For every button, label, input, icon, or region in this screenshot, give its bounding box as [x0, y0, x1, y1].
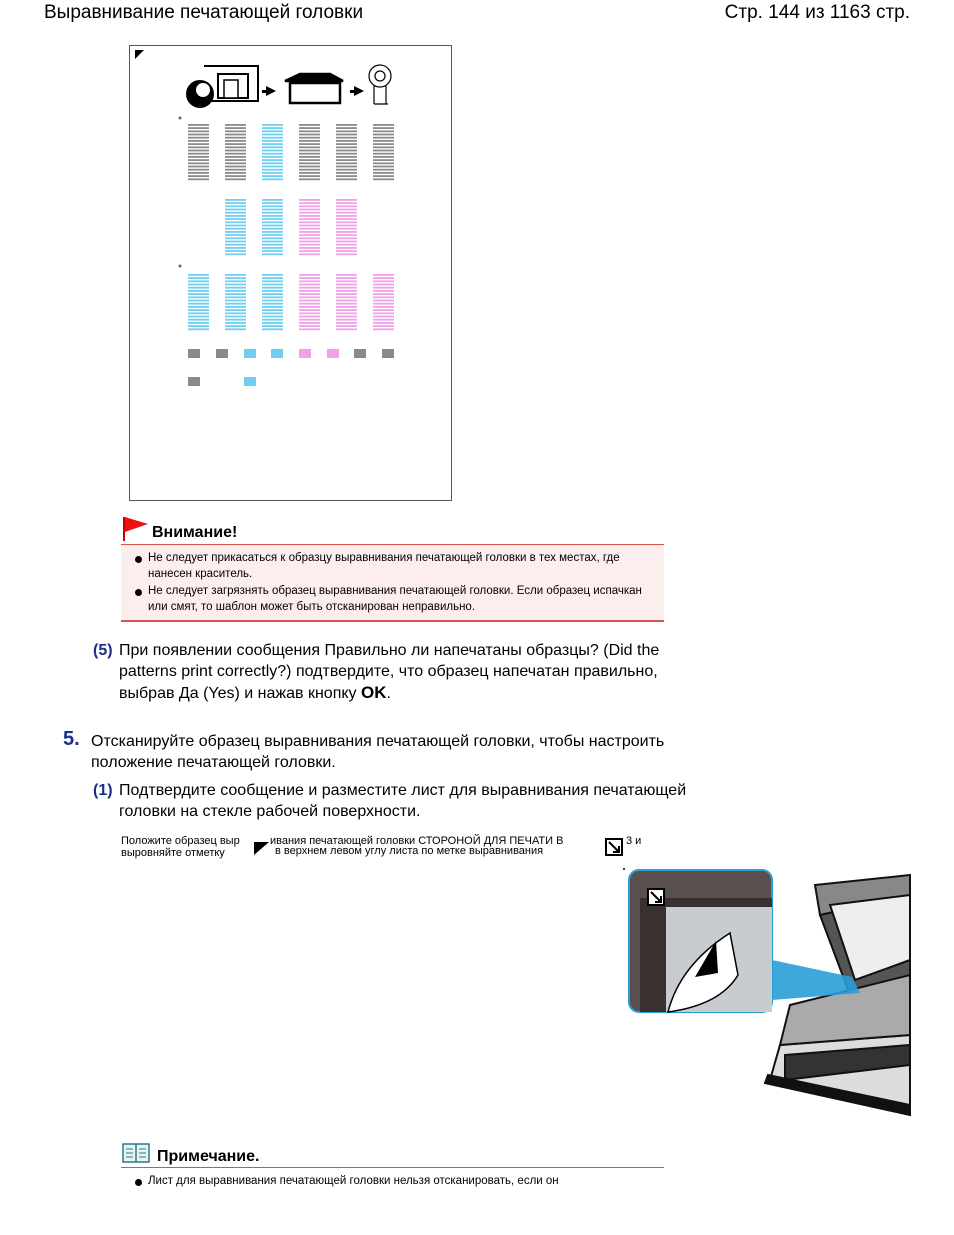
caption-line2-a: выровняйте отметку: [121, 847, 225, 859]
pattern-square: [188, 377, 200, 386]
bullet-icon: [135, 556, 142, 563]
red-flag-icon: [122, 516, 150, 542]
caption-line1-c: 3 и: [626, 835, 642, 847]
corner-mark-icon: [135, 50, 144, 59]
pattern-square: [244, 377, 256, 386]
bullet-icon: [135, 589, 142, 596]
alignment-mark-icon: [648, 889, 664, 905]
pattern-square: [299, 349, 311, 358]
pattern-block: [262, 274, 283, 330]
alignment-sheet-illustration: [129, 45, 452, 501]
pattern-block: [225, 124, 246, 180]
step-number: 5.: [63, 728, 80, 750]
document-title: Выравнивание печатающей головки: [44, 2, 364, 23]
scanner-placement-illustration: [620, 865, 912, 1120]
substep-end: .: [386, 685, 391, 702]
note-title: Примечание.: [157, 1148, 260, 1165]
pattern-block: [188, 274, 209, 330]
pattern-square: [188, 349, 200, 358]
pattern-square: [216, 349, 228, 358]
caption-line1-b: ивания печатающей головки СТОРОНОЙ ДЛЯ ПЕЧАТИ В: [270, 835, 564, 847]
step-5-text: Отсканируйте образец выравнивания печатающей головки, чтобы настроить положение печатающей головки.: [91, 733, 665, 771]
pattern-block: [336, 124, 357, 180]
pattern-block: [262, 199, 283, 255]
pattern-block: [225, 199, 246, 255]
substep-1-text: Подтвердите сообщение и разместите лист для выравнивания печатающей головки на стекле рабочей поверхности.: [119, 782, 687, 820]
caution-bottom-border: [121, 620, 664, 622]
scanner-closed-icon: [285, 74, 343, 103]
scanner-pictogram-icon: [187, 66, 258, 107]
pattern-square: [382, 349, 394, 358]
alignment-pattern-drawing: [130, 46, 453, 502]
press-button-icon: [369, 65, 391, 104]
substep-number: (5): [93, 642, 113, 659]
pattern-square: [244, 349, 256, 358]
caution-title: Внимание!: [152, 524, 238, 541]
pattern-block: [299, 124, 320, 180]
alignment-mark-icon: [605, 838, 623, 856]
caution-divider: [121, 544, 664, 545]
substep-number: (1): [93, 782, 113, 799]
pattern-block: [336, 199, 357, 255]
pattern-block: [373, 274, 394, 330]
page-counter: Стр. 144 из 1163 стр.: [724, 2, 910, 23]
caption-line1-a: Положите образец выр: [121, 835, 240, 847]
bullet-icon: [135, 1179, 142, 1186]
pattern-square: [327, 349, 339, 358]
arrow-right-icon: [266, 86, 276, 96]
pattern-square: [271, 349, 283, 358]
pattern-block: [299, 274, 320, 330]
corner-mark-icon: [254, 840, 270, 856]
book-icon: [122, 1142, 150, 1164]
caption-line2-b: в верхнем левом углу листа по метке выравнивания: [275, 845, 544, 857]
pattern-block: [373, 124, 394, 180]
pattern-block: [262, 124, 283, 180]
ok-button-label: OK: [360, 683, 387, 702]
pattern-block: [225, 274, 246, 330]
substep-text: При появлении сообщения Правильно ли напечатаны образцы? (Did the patterns print correctly?) подтвердите, что образец напечатан правильно, выбрав Да (Yes) и нажав кнопку: [119, 642, 660, 702]
pattern-square: [354, 349, 366, 358]
registration-dot: [179, 117, 182, 120]
pattern-block: [336, 274, 357, 330]
pattern-block: [299, 199, 320, 255]
note-divider: [121, 1167, 664, 1168]
arrow-right-icon: [354, 86, 364, 96]
pattern-block: [188, 124, 209, 180]
registration-dot: [179, 265, 182, 268]
